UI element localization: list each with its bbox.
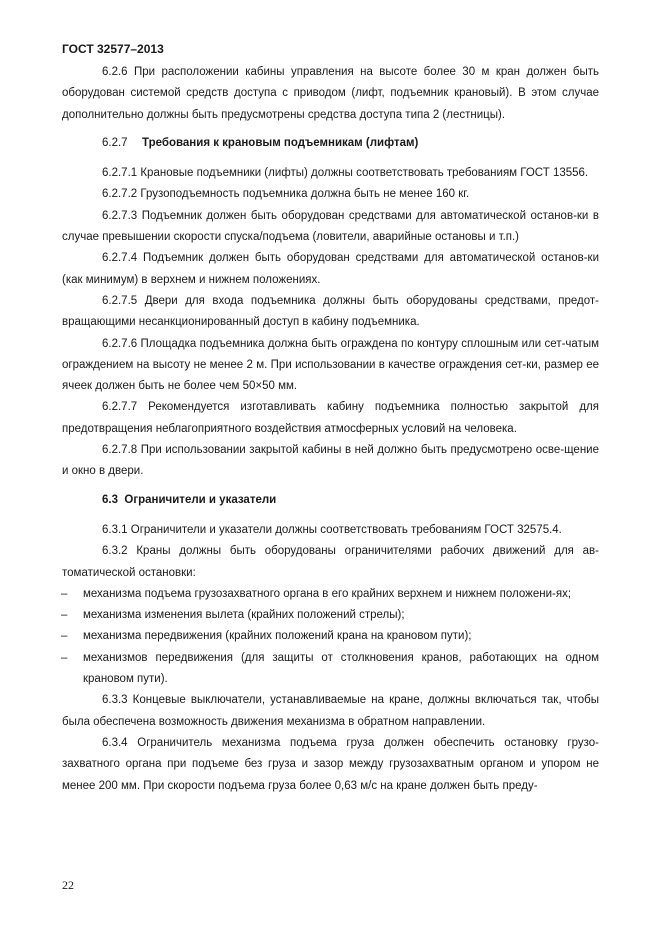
list-item-text: механизма изменения вылета (крайних положений стрелы); xyxy=(83,609,405,622)
list-dash: – xyxy=(61,651,68,664)
paragraph-6-2-7-7: 6.2.7.7 Рекомендуется изготавливать кабину подъемника полностью закрытой для предотвращения неблагоприятного воздействия атмосферных условий на человека. xyxy=(62,401,599,435)
list-item xyxy=(62,584,599,605)
paragraph-6-2-7-6: 6.2.7.6 Площадка подъемника должна быть ограждена по контуру сплошным или сет-чатым ограждением на высоту не менее 2 м. При использовании в качестве ограждения сет-ки, размер ее ячеек должен быть не более чем 50×50 мм. xyxy=(62,337,599,393)
page-number: 22 xyxy=(62,878,74,892)
list-6-3-2 xyxy=(62,584,599,690)
paragraph-6-3-2: 6.3.2 Краны должны быть оборудованы ограничителями рабочих движений для ав-томатической остановки: xyxy=(62,545,599,579)
paragraph-6-2-6: 6.2.6 При расположении кабины управления на высоте более 30 м кран должен быть оборудован системой средств доступа с приводом (лифт, подъемник крановый). В этом случае дополнительно должны быть предусмотрены средства доступа типа 2 (лестницы). xyxy=(62,66,599,121)
list-item xyxy=(62,605,599,626)
document-header-id: ГОСТ 32577–2013 xyxy=(62,42,164,56)
paragraph-6-2-7-3: 6.2.7.3 Подъемник должен быть оборудован средствами для автоматической останов-ки в случае превышении скорости спуска/подъема (ловители, аварийные остановы и т.п.) xyxy=(62,209,599,244)
section-number: 6.2.7 xyxy=(102,136,128,149)
paragraph-6-2-7-5: 6.2.7.5 Двери для входа подъемника должны быть оборудованы средствами, предот-вращающими несанкционированный доступ в кабину подъемника. xyxy=(62,294,599,329)
list-dash: – xyxy=(61,630,68,643)
list-item-text: механизма подъема грузозахватного органа в его крайних верхнем и нижнем положени-ях; xyxy=(83,587,572,600)
paragraph-6-3-1: 6.3.1 Ограничители и указатели должны соответствовать требованиям ГОСТ 32575.4. xyxy=(102,523,562,536)
section-title: Ограничители и указатели xyxy=(124,493,277,506)
list-item xyxy=(62,626,599,647)
list-item xyxy=(62,648,599,691)
paragraph-6-2-7-8: 6.2.7.8 При использовании закрытой кабины в ней должно быть предусмотрено осве-щение и окно в двери. xyxy=(62,444,599,478)
paragraph-6-2-7-1: 6.2.7.1 Крановые подъемники (лифты) должны соответствовать требованиям ГОСТ 13556. xyxy=(102,167,589,180)
section-number: 6.3 xyxy=(102,493,118,506)
paragraph-6-2-7-2: 6.2.7.2 Грузоподъемность подъемника должна быть не менее 160 кг. xyxy=(102,188,470,201)
paragraph-6-3-3: 6.3.3 Концевые выключатели, устанавливаемые на кране, должны включаться так, чтобы была обеспечена возможность движения механизма в обратном направлении. xyxy=(62,694,599,728)
paragraph-6-3-4: 6.3.4 Ограничитель механизма подъема груза должен обеспечить остановку грузо-захватного органа при подъеме без груза и зазор между грузозахватным органом и упором не менее 200 мм. При скорости подъема груза более 0,63 м/с на кране должен быть преду- xyxy=(62,736,599,792)
section-title: Требования к крановым подъемникам (лифтам) xyxy=(142,136,419,149)
document-body xyxy=(62,62,599,797)
list-dash: – xyxy=(61,587,68,600)
section-heading-6-2-7 xyxy=(62,133,599,154)
list-dash: – xyxy=(61,609,68,622)
list-item-text: механизмов передвижения (для защиты от столкновения кранов, работающих на одном крановом пути). xyxy=(83,651,599,686)
section-heading-6-3 xyxy=(62,490,599,511)
paragraph-6-2-7-4: 6.2.7.4 Подъемник должен быть оборудован средствами для автоматической останов-ки (как минимум) в верхнем и нижнем положениях. xyxy=(62,252,599,286)
list-item-text: механизма передвижения (крайних положений крана на крановом пути); xyxy=(83,630,472,643)
